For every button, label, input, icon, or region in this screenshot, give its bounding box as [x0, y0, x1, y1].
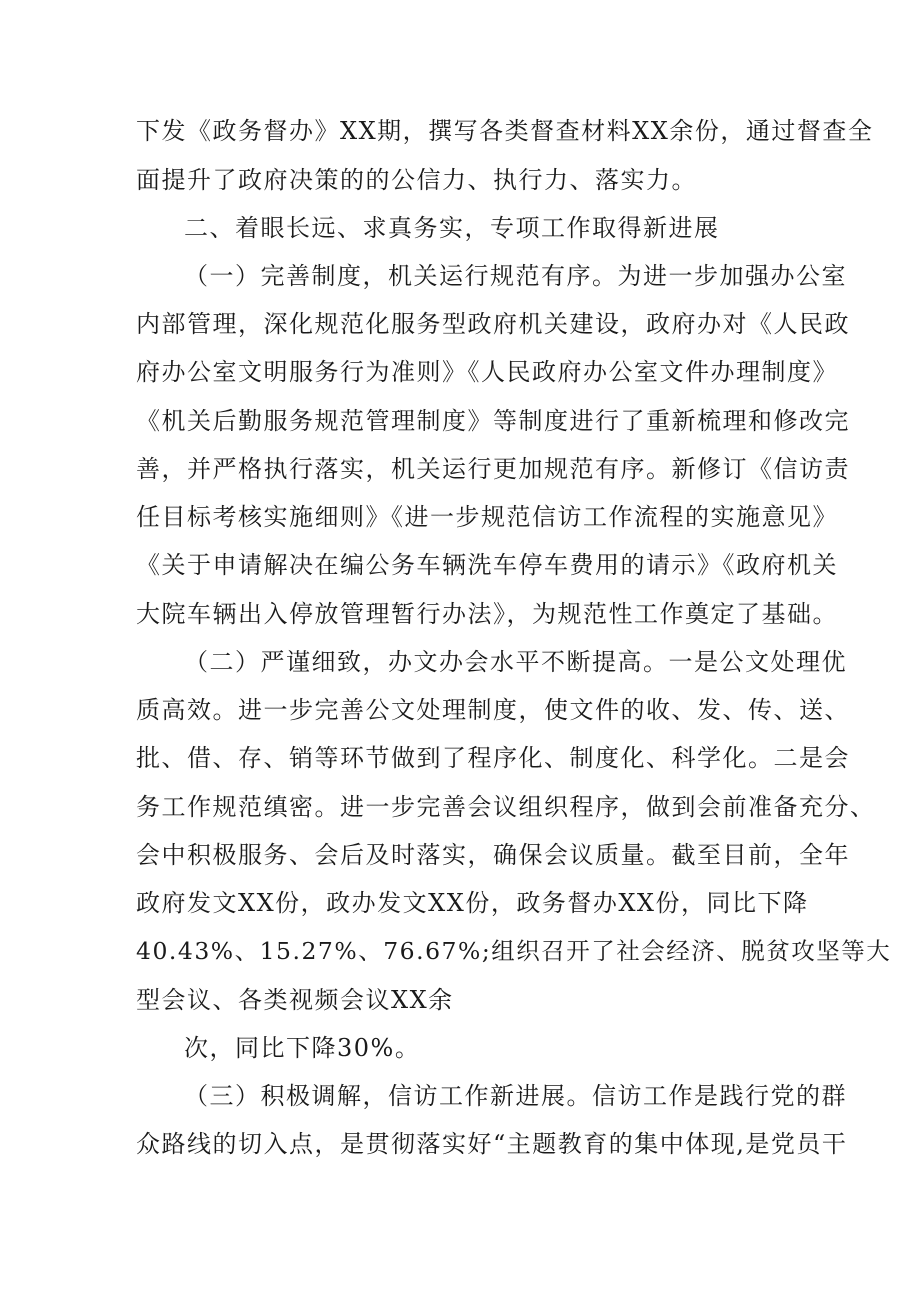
paragraph-line: 面提升了政府决策的的公信力、执行力、落实力。	[136, 166, 697, 194]
paragraph-line: 40.43%、15.27%、76.67%;组织召开了社会经济、脱贫攻坚等大	[136, 937, 892, 965]
paragraph-line: 善，并严格执行落实，机关运行更加规范有序。新修订《信访责	[136, 455, 850, 483]
paragraph-line: 《关于申请解决在编公务车辆洗车停车费用的请示》《政府机关	[136, 551, 838, 579]
paragraph-line: 型会议、各类视频会议XX余	[136, 986, 454, 1014]
paragraph-line: 众路线的切入点，是贯彻落实好“主题教育的集中体现,是党员干	[136, 1130, 848, 1158]
section-heading: 二、着眼长远、求真务实，专项工作取得新进展	[184, 214, 720, 242]
paragraph-line: 内部管理，深化规范化服务型政府机关建设，政府办对《人民政	[136, 310, 850, 338]
paragraph-line: 批、借、存、销等环节做到了程序化、制度化、科学化。二是会	[136, 744, 850, 772]
paragraph-line: 任目标考核实施细则》《进一步规范信访工作流程的实施意见》	[136, 503, 838, 531]
paragraph-line: 政府发文XX份，政办发文XX份，政务督办XX份，同比下降	[136, 889, 809, 917]
paragraph-line: （三）积极调解，信访工作新进展。信访工作是践行党的群	[184, 1082, 847, 1110]
paragraph-line: 下发《政务督办》XX期，撰写各类督查材料XX余份，通过督查全	[136, 117, 874, 145]
paragraph-line: 务工作规范缜密。进一步完善会议组织程序，做到会前准备充分、	[136, 793, 876, 821]
paragraph-line: 次，同比下降30%。	[184, 1034, 421, 1062]
paragraph-line: 质高效。进一步完善公文处理制度，使文件的收、发、传、送、	[136, 696, 850, 724]
paragraph-line: 《机关后勤服务规范管理制度》等制度进行了重新梳理和修改完	[136, 407, 850, 435]
paragraph-line: 大院车辆出入停放管理暂行办法》，为规范性工作奠定了基础。	[136, 600, 838, 628]
paragraph-line: （二）严谨细致，办文办会水平不断提高。一是公文处理优	[184, 648, 847, 676]
paragraph-line: （一）完善制度，机关运行规范有序。为进一步加强办公室	[184, 262, 847, 290]
paragraph-line: 会中积极服务、会后及时落实，确保会议质量。截至目前，全年	[136, 841, 850, 869]
paragraph-line: 府办公室文明服务行为准则》《人民政府办公室文件办理制度》	[136, 358, 838, 386]
